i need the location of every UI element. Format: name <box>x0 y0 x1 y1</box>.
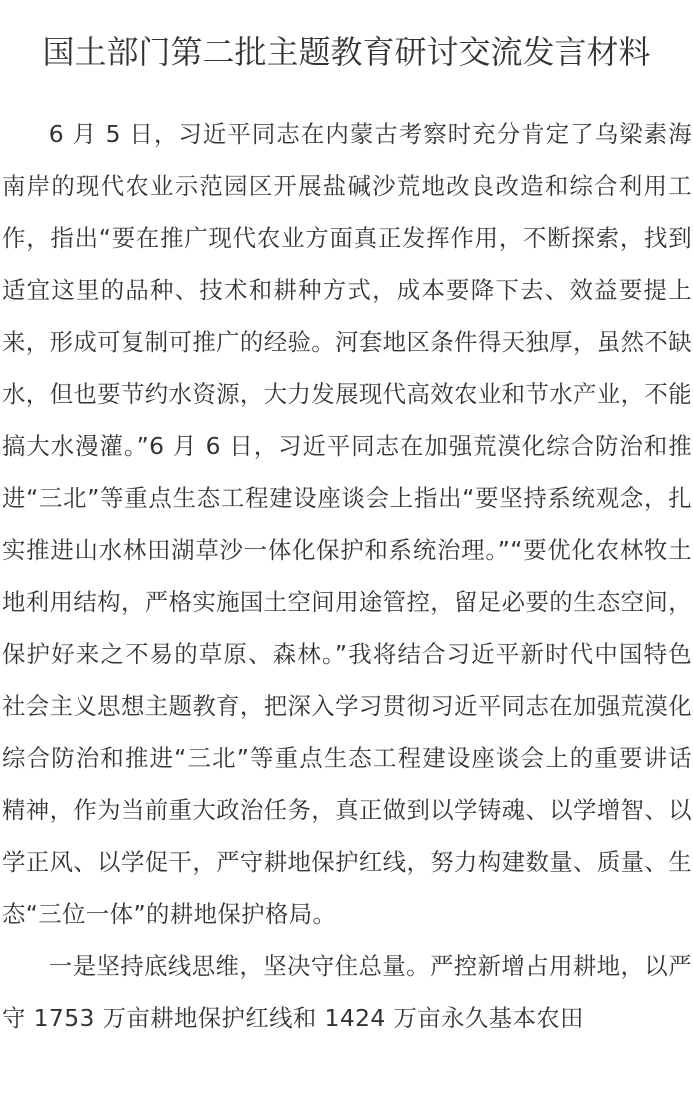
document-title: 国土部门第二批主题教育研讨交流发言材料 <box>42 33 651 71</box>
paragraph-2: 一是坚持底线思维，坚决守住总量。严控新增占用耕地，以严守 1753 万亩耕地保护红线和 1424 万亩永久基本农田 <box>2 952 692 1032</box>
document-body <box>2 108 692 1044</box>
paragraph-1: 6 月 5 日，习近平同志在内蒙古考察时充分肯定了乌梁素海南岸的现代农业示范园区开展盐碱沙荒地改良改造和综合利用工作，指出“要在推广现代农业方面真正发挥作用，不断探索，找到适宜这里的品种、技术和耕种方式，成本要降下去、效益要提上来，形成可复制可推广的经验。河套地区条件得天独厚，虽然不缺水，但也要节约水资源，大力发展现代高效农业和节水产业，不能搞大水漫灌。”6 月 6 日，习近平同志在加强荒漠化综合防治和推进“三北”等重点生态工程建设座谈会上指出“要坚持系统观念，扎实推进山水林田湖草沙一体化保护和系统治理。”“要优化农林牧土地利用结构，严格实施国土空间用途管控，留足必要的生态空间，保护好来之不易的草原、森林。”我将结合习近平新时代中国特色社会主义思想主题教育，把深入学习贯彻习近平同志在加强荒漠化综合防治和推进“三北”等重点生态工程建设座谈会上的重要讲话精神，作为当前重大政治任务，真正做到以学铸魂、以学增智、以学正风、以学促干，严守耕地保护红线，努力构建数量、质量、生态“三位一体”的耕地保护格局。 <box>2 120 692 928</box>
